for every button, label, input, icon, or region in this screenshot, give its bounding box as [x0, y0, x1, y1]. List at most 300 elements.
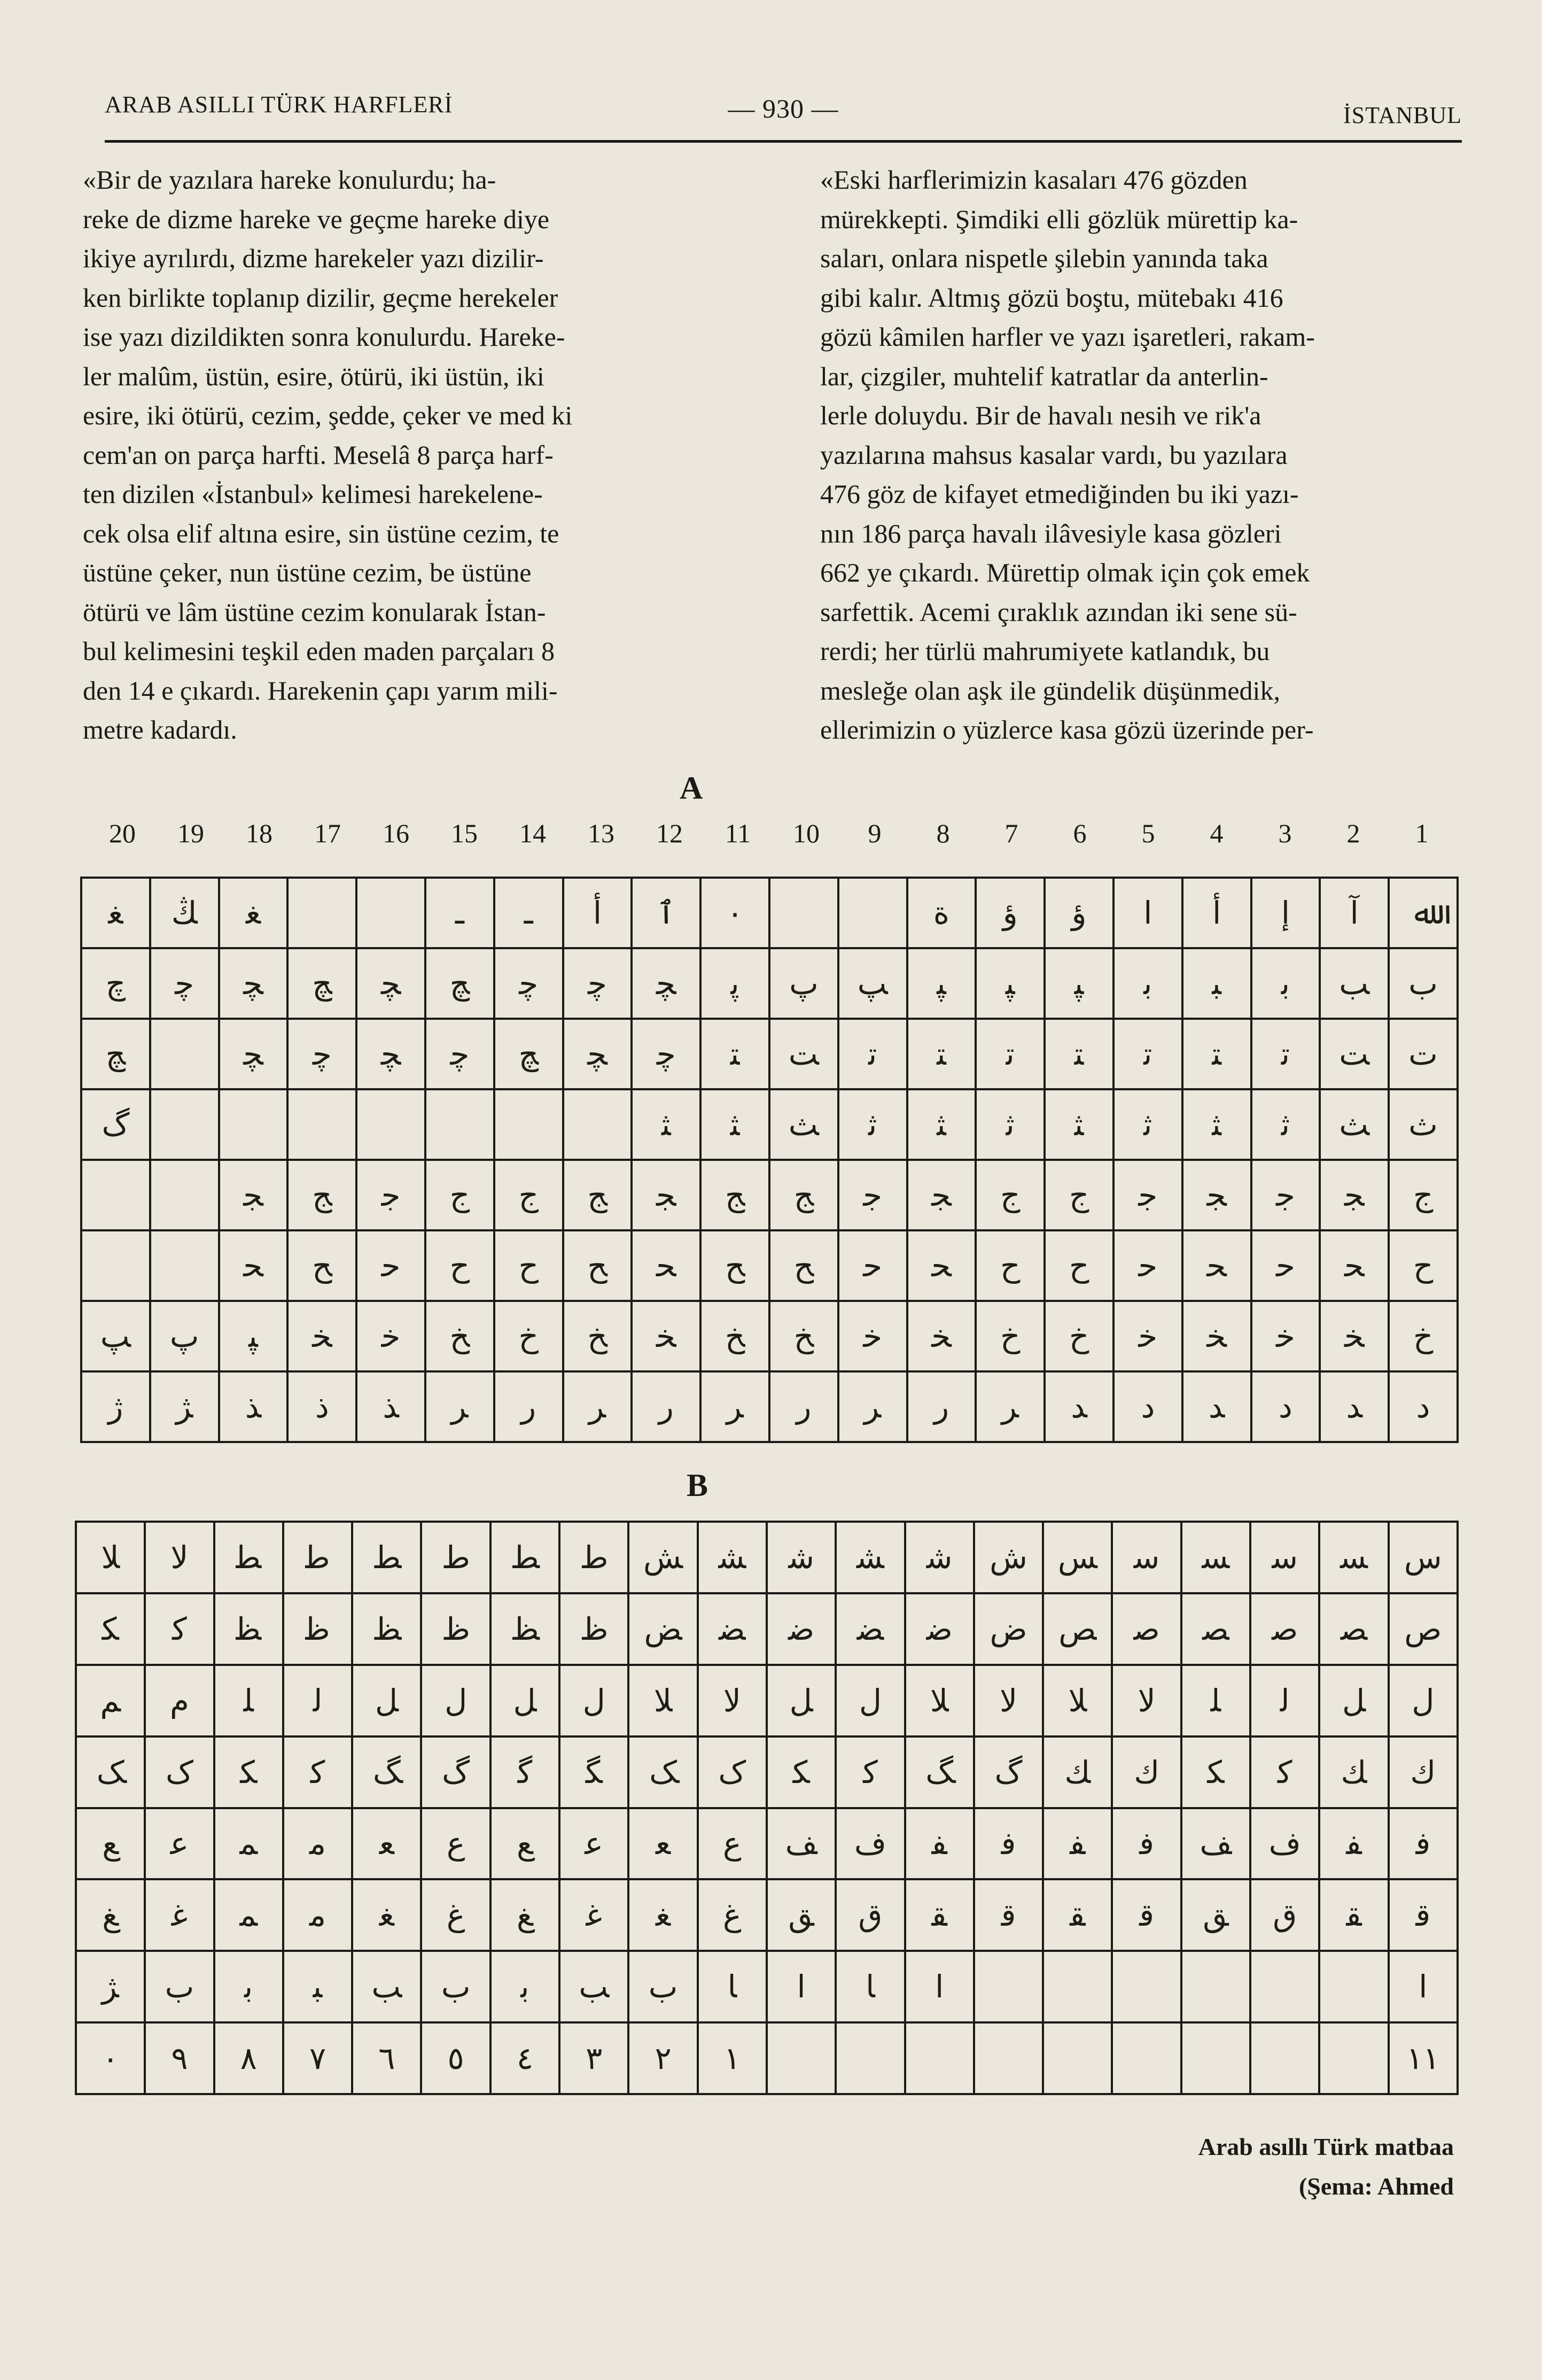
grid-cell: ﺺ [1043, 1593, 1112, 1665]
text-line: ellerimizin o yüzlerce kasa gözü üzerinde per- [820, 715, 1314, 745]
grid-cell: ﺍ [905, 1951, 974, 2022]
grid-cell: ﻤ [214, 1808, 283, 1880]
grid-cell: ﻎ [76, 1879, 145, 1951]
grid-cell: ٣ [559, 2022, 628, 2094]
grid-cell: ﺮ [838, 1371, 907, 1442]
grid-cell: ﻙ [1389, 1736, 1458, 1808]
grid-cell: ﺦ [563, 1301, 632, 1371]
grid-cell [1112, 1951, 1181, 2022]
grid-cell [1250, 2022, 1319, 2094]
grid-cell: ﻜ [1181, 1736, 1250, 1808]
grid-cell: ﻞ [767, 1665, 836, 1736]
grid-cell: ﭘ [700, 948, 769, 1019]
grid-cell: ﻚ [1043, 1736, 1112, 1808]
column-number: 12 [656, 818, 683, 848]
grid-cell [563, 1089, 632, 1160]
text-line: reke de dizme hareke ve geçme hareke diye [83, 204, 550, 234]
grid-cell: ﺳ [1112, 1522, 1181, 1593]
grid-cell: ﻅ [421, 1593, 490, 1665]
grid-cell: ؤ [976, 878, 1045, 948]
grid-cell: ﺠ [219, 1160, 288, 1230]
grid-cell [1319, 1951, 1388, 2022]
page-header [105, 91, 1462, 128]
column-number: 3 [1278, 818, 1292, 848]
grid-cell: ﺞ [700, 1160, 769, 1230]
grid-cell: ﺜ [632, 1089, 700, 1160]
grid-cell: ﺛ [838, 1089, 907, 1160]
text-line: mesleğe olan aşk ile gündelik düşünmedik, [820, 675, 1280, 706]
grid-cell [1319, 2022, 1388, 2094]
grid-cell: ﺴ [1181, 1522, 1250, 1593]
grid-cell: ﺣ [1251, 1230, 1320, 1301]
column-number: 10 [793, 818, 820, 848]
grid-cell: ﭼ [425, 1019, 494, 1089]
grid-cell: ٥ [421, 2022, 490, 2094]
grid-row [76, 1522, 1458, 1593]
grid-cell: ﻁ [421, 1522, 490, 1593]
grid-cell: ٱ [632, 878, 700, 948]
grid-cell: ﺎ [698, 1951, 767, 2022]
column-numbers [88, 818, 1456, 855]
text-line: saları, onlara nispetle şilebin yanında taka [820, 243, 1268, 273]
grid-cell: ﭽ [632, 948, 700, 1019]
grid-cell: ﻋ [559, 1808, 628, 1880]
grid-cell: ﮎ [145, 1736, 214, 1808]
text-line: yazılarına mahsus kasalar vardı, bu yazılara [820, 439, 1288, 470]
column-number: 2 [1346, 818, 1360, 848]
grid-cell: ﻼ [628, 1665, 697, 1736]
grid-cell: ﻊ [76, 1808, 145, 1880]
grid-cell: ﺝ [1389, 1160, 1458, 1230]
grid-cell: ﺚ [769, 1089, 838, 1160]
grid-cell: ﻓ [1112, 1808, 1181, 1880]
grid-cell: ﺧ [356, 1301, 425, 1371]
grid-cell: ﺣ [356, 1230, 425, 1301]
grid-cell: ﺸ [836, 1522, 905, 1593]
grid-cell [219, 1089, 288, 1160]
grid-cell: ﮓ [905, 1736, 974, 1808]
grid-cell: ﺑ [214, 1951, 283, 2022]
grid-cell: ﮒ [81, 1089, 150, 1160]
text-line: ikiye ayrılırdı, dizme harekeler yazı dizilir- [83, 243, 544, 273]
grid-cell: ﺱ [1389, 1522, 1458, 1593]
column-number: 17 [314, 818, 341, 848]
grid-cell: ﺠ [632, 1160, 700, 1230]
grid-cell: ﭼ [150, 948, 219, 1019]
grid-cell: ﺮ [563, 1371, 632, 1442]
text-column-left [83, 160, 745, 750]
grid-cell: ﻅ [559, 1593, 628, 1665]
grid-cell: ﺥ [494, 1301, 563, 1371]
grid-cell: ﮐ [836, 1736, 905, 1808]
grid-cell: ﺞ [287, 1160, 356, 1230]
grid-cell: ﻙ [1112, 1736, 1181, 1808]
grid-cell: ﻔ [1319, 1808, 1388, 1880]
grid-cell: ﺝ [425, 1160, 494, 1230]
grid-cell: ﺤ [1182, 1230, 1251, 1301]
grid-cell: ﺷ [905, 1522, 974, 1593]
grid-cell: ١١ [1389, 2022, 1458, 2094]
grid-cell: ٠ [700, 878, 769, 948]
grid-row [81, 948, 1458, 1019]
grid-cell: ﮑ [76, 1593, 145, 1665]
column-number: 11 [725, 818, 751, 848]
grid-cell: ﻞ [352, 1665, 421, 1736]
section-b-label: B [687, 1468, 708, 1503]
grid-cell: ﺛ [976, 1089, 1045, 1160]
grid-cell: ﻻ [145, 1522, 214, 1593]
grid-cell: ﺼ [1181, 1593, 1250, 1665]
column-number: 9 [868, 818, 882, 848]
grid-cell: ﺡ [1389, 1230, 1458, 1301]
text-line: nın 186 parça havalı ilâvesiyle kasa gözleri [820, 518, 1282, 548]
grid-cell: ﻆ [490, 1593, 559, 1665]
grid-cell: ا [1113, 878, 1182, 948]
text-line: den 14 e çıkardı. Harekenin çapı yarım mili- [83, 675, 558, 706]
grid-cell [1043, 2022, 1112, 2094]
grid-cell: ﻟ [283, 1665, 352, 1736]
grid-cell: ﺸ [698, 1522, 767, 1593]
grid-cell: ﺭ [769, 1371, 838, 1442]
grid-cell: ﻗ [1389, 1879, 1458, 1951]
column-number: 18 [246, 818, 272, 848]
grid-cell [287, 878, 356, 948]
grid-cell [1043, 1951, 1112, 2022]
column-number: 19 [177, 818, 204, 848]
grid-cell: ﻏ [145, 1879, 214, 1951]
grid-cell: ﺴ [1319, 1522, 1388, 1593]
grid-cell: ﻣ [283, 1808, 352, 1880]
column-number: 7 [1004, 818, 1018, 848]
grid-cell: ﺪ [1045, 1371, 1113, 1442]
column-number: 13 [588, 818, 614, 848]
grid-cell: ﺝ [1045, 1160, 1113, 1230]
grid-cell: ـ [494, 878, 563, 948]
grid-cell: ﷲ [1389, 878, 1458, 948]
grid-cell: ﻂ [352, 1522, 421, 1593]
grid-cell: ﮐ [145, 1593, 214, 1665]
column-number: 1 [1415, 818, 1429, 848]
grid-cell: ﮋ [150, 1371, 219, 1442]
grid-cell: ﻻ [1112, 1665, 1181, 1736]
grid-cell: ﭗ [838, 948, 907, 1019]
grid-cell: آ [1320, 878, 1389, 948]
section-a-label: A [680, 770, 703, 805]
text-line: gözü kâmilen harfler ve yazı işaretleri, rakam- [820, 322, 1315, 352]
grid-cell [356, 1089, 425, 1160]
grid-cell [81, 1230, 150, 1301]
grid-cell: ﻟ [1250, 1665, 1319, 1736]
grid-cell: ﻀ [698, 1593, 767, 1665]
text-line: ötürü ve lâm üstüne cezim konularak İstan- [83, 596, 546, 627]
grid-cell: ﻝ [1389, 1665, 1458, 1736]
grid-cell: ﺻ [1112, 1593, 1181, 1665]
grid-cell: ؤ [1045, 878, 1113, 948]
text-line: rerdi; her türlü mahrumiyete katlandık, bu [820, 636, 1270, 666]
text-column-right [820, 160, 1461, 750]
grid-cell: ﺡ [494, 1230, 563, 1301]
grid-cell: ﻋ [145, 1808, 214, 1880]
grid-cell: ﮑ [214, 1736, 283, 1808]
grid-cell: ﻼ [76, 1522, 145, 1593]
running-title: ARAB ASILLI TÜRK HARFLERİ [105, 91, 453, 118]
grid-cell: ﺏ [145, 1951, 214, 2022]
grid-cell: ﺭ [494, 1371, 563, 1442]
grid-cell: ﺥ [1389, 1301, 1458, 1371]
grid-cell: ﺢ [287, 1230, 356, 1301]
grid-cell [836, 2022, 905, 2094]
grid-cell: ﺜ [1182, 1089, 1251, 1160]
grid-cell: ﺬ [356, 1371, 425, 1442]
grid-cell: ﻄ [214, 1522, 283, 1593]
type-case-grid-b [75, 1521, 1459, 2095]
grid-cell: ﭻ [81, 1019, 150, 1089]
grid-cell: ﮏ [76, 1736, 145, 1808]
grid-cell [150, 1019, 219, 1089]
grid-cell: ﺵ [974, 1522, 1043, 1593]
column-number: 6 [1073, 818, 1087, 848]
grid-cell: إ [1251, 878, 1320, 948]
grid-cell: ﺨ [1182, 1301, 1251, 1371]
text-line: «Eski harflerimizin kasaları 476 gözden [820, 165, 1248, 195]
text-line: mürekkepti. Şimdiki elli gözlük mürettip ka- [820, 204, 1298, 234]
text-line: üstüne çeker, nun üstüne cezim, be üstüne [83, 557, 532, 587]
page-number: — 930 — [728, 94, 839, 123]
grid-row [76, 1879, 1458, 1951]
grid-cell: ﺢ [563, 1230, 632, 1301]
text-line: 476 göz de kifayet etmediğinden bu iki yazı- [820, 479, 1299, 509]
grid-cell: ﺡ [425, 1230, 494, 1301]
grid-cell: ـ [425, 878, 494, 948]
grid-cell: ﻝ [836, 1665, 905, 1736]
caption-line-1: Arab asıllı Türk matbaa [1198, 2133, 1454, 2160]
grid-cell: ﻇ [283, 1593, 352, 1665]
grid-cell: ﻻ [974, 1665, 1043, 1736]
grid-cell: ﻃ [283, 1522, 352, 1593]
grid-cell: ﺏ [628, 1951, 697, 2022]
grid-cell: ﭖ [769, 948, 838, 1019]
grid-cell: ﻌ [352, 1808, 421, 1880]
grid-cell [494, 1089, 563, 1160]
grid-cell: ١ [698, 2022, 767, 2094]
column-number: 14 [519, 818, 546, 848]
grid-cell: ﭖ [150, 1301, 219, 1371]
grid-row [81, 1019, 1458, 1089]
grid-cell: ﺑ [1251, 948, 1320, 1019]
grid-cell: ﭻ [425, 948, 494, 1019]
grid-cell: ﺕ [1389, 1019, 1458, 1089]
grid-cell: ﻍ [421, 1879, 490, 1951]
grid-cell: ٩ [145, 2022, 214, 2094]
grid-cell: ﺐ [352, 1951, 421, 2022]
grid-cell: ﺬ [219, 1371, 288, 1442]
grid-cell: ﻁ [559, 1522, 628, 1593]
grid-cell [150, 1160, 219, 1230]
text-line: 662 ye çıkardı. Mürettip olmak için çok emek [820, 557, 1310, 587]
grid-cell: ﻝ [421, 1665, 490, 1736]
grid-cell: ﭼ [563, 948, 632, 1019]
text-line: cek olsa elif altına esire, sin üstüne cezim, te [83, 518, 559, 548]
grid-cell [974, 1951, 1043, 2022]
text-line: ken birlikte toplanıp dizilir, geçme herekeler [83, 282, 558, 313]
grid-row [81, 1371, 1458, 1442]
grid-cell [838, 878, 907, 948]
grid-cell: ﺨ [1320, 1301, 1389, 1371]
grid-cell: ﭽ [563, 1019, 632, 1089]
grid-cell: ٤ [490, 2022, 559, 2094]
grid-cell: ﺻ [1250, 1593, 1319, 1665]
grid-cell: ﺥ [976, 1301, 1045, 1371]
grid-cell: ﺦ [769, 1301, 838, 1371]
grid-cell [1250, 1951, 1319, 2022]
grid-cell: ﺮ [425, 1371, 494, 1442]
grid-cell: ﭙ [1045, 948, 1113, 1019]
grid-cell: ﺧ [838, 1301, 907, 1371]
grid-cell: ﺍ [1389, 1951, 1458, 2022]
grid-cell: ﻉ [698, 1808, 767, 1880]
grid-cell [150, 1230, 219, 1301]
grid-cell: ﺦ [425, 1301, 494, 1371]
grid-cell: ﺫ [287, 1371, 356, 1442]
grid-cell: ﺼ [1319, 1593, 1388, 1665]
grid-cell: ﺠ [907, 1160, 976, 1230]
grid-cell: ﺚ [1320, 1089, 1389, 1160]
grid-cell: ﺡ [976, 1230, 1045, 1301]
grid-cell: ﺞ [563, 1160, 632, 1230]
text-line: cem'an on parça harfti. Meselâ 8 parça harf- [83, 439, 554, 470]
grid-cell: ﮕ [559, 1736, 628, 1808]
grid-cell [1112, 2022, 1181, 2094]
grid-cell: ﺤ [632, 1230, 700, 1301]
grid-cell: ﺤ [219, 1230, 288, 1301]
grid-cell: ٨ [214, 2022, 283, 2094]
grid-cell: ﺨ [287, 1301, 356, 1371]
figure-caption [1198, 2127, 1454, 2206]
grid-cell: ﺒ [283, 1951, 352, 2022]
grid-cell: ﭽ [356, 1019, 425, 1089]
grid-cell: ﻐ [81, 878, 150, 948]
grid-cell: ﭻ [494, 1019, 563, 1089]
column-number: 4 [1210, 818, 1224, 848]
grid-cell: ﭽ [219, 948, 288, 1019]
grid-cell: ﻘ [1043, 1879, 1112, 1951]
grid-cell: ﭼ [632, 1019, 700, 1089]
grid-cell: ﻗ [974, 1879, 1043, 1951]
grid-cell: ﺨ [907, 1301, 976, 1371]
grid-cell: ﺟ [838, 1160, 907, 1230]
grid-cell: ة [907, 878, 976, 948]
grid-cell: ﻗ [1112, 1879, 1181, 1951]
grid-cell: ﻝ [559, 1665, 628, 1736]
grid-cell: ﻖ [767, 1879, 836, 1951]
text-line: ise yazı dizildikten sonra konulurdu. Hareke- [83, 322, 565, 352]
grid-cell: ﺏ [1389, 948, 1458, 1019]
grid-row [76, 1665, 1458, 1736]
grid-cell: ﻌ [628, 1808, 697, 1880]
grid-cell: ﺢ [700, 1230, 769, 1301]
grid-cell: ﺟ [356, 1160, 425, 1230]
grid-cell: ﺷ [767, 1522, 836, 1593]
grid-cell [974, 2022, 1043, 2094]
grid-cell: ﺮ [700, 1371, 769, 1442]
grid-cell: ﮑ [767, 1736, 836, 1808]
grid-cell: ﺿ [767, 1593, 836, 1665]
text-line: esire, iki ötürü, cezim, şedde, çeker ve med ki [83, 400, 573, 430]
grid-cell: ﻤ [214, 1879, 283, 1951]
grid-cell: ﮒ [974, 1736, 1043, 1808]
text-line: metre kadardı. [83, 715, 237, 745]
grid-cell: ﻊ [490, 1808, 559, 1880]
grid-cell: ﻞ [490, 1665, 559, 1736]
column-number: 20 [109, 818, 136, 848]
grid-cell: ﻑ [1250, 1808, 1319, 1880]
grid-cell: ﺢ [769, 1230, 838, 1301]
grid-cell: ﻓ [1389, 1808, 1458, 1880]
grid-cell: ﺝ [494, 1160, 563, 1230]
grid-cell: ﮒ [421, 1736, 490, 1808]
grid-row [76, 1736, 1458, 1808]
grid-cell: ﺘ [700, 1019, 769, 1089]
caption-line-2: (Şema: Ahmed [1298, 2173, 1454, 2200]
grid-cell: ﻐ [219, 878, 288, 948]
grid-cell: ﺧ [1113, 1301, 1182, 1371]
grid-cell: ﭼ [287, 1019, 356, 1089]
grid-cell: ﻒ [1181, 1808, 1250, 1880]
text-line: ten dizilen «İstanbul» kelimesi harekelene- [83, 479, 543, 509]
grid-cell: ٧ [283, 2022, 352, 2094]
grid-cell: ﺩ [1251, 1371, 1320, 1442]
grid-cell: ﮋ [76, 1951, 145, 2022]
grid-cell [150, 1089, 219, 1160]
grid-row [76, 1593, 1458, 1665]
column-number: 15 [451, 818, 478, 848]
grid-cell: ﻈ [214, 1593, 283, 1665]
grid-cell: ﻕ [836, 1879, 905, 1951]
grid-cell: ﺏ [421, 1951, 490, 2022]
column-number: 16 [383, 818, 409, 848]
grid-cell: ﺨ [632, 1301, 700, 1371]
grid-cell: ﻞ [1319, 1665, 1388, 1736]
grid-cell [769, 878, 838, 948]
grid-cell: ﺧ [1251, 1301, 1320, 1371]
grid-cell: ﭽ [356, 948, 425, 1019]
grid-cell: ﻀ [836, 1593, 905, 1665]
grid-cell: ﭙ [907, 948, 976, 1019]
grid-cell: ﺗ [1251, 1019, 1320, 1089]
text-line: bul kelimesini teşkil eden maden parçaları 8 [83, 636, 555, 666]
grid-cell: أ [1182, 878, 1251, 948]
grid-cell: ﺣ [838, 1230, 907, 1301]
grid-row [81, 1301, 1458, 1371]
grid-cell [905, 2022, 974, 2094]
grid-cell: ﮓ [352, 1736, 421, 1808]
grid-cell: ﻏ [559, 1879, 628, 1951]
grid-cell: ﮔ [490, 1736, 559, 1808]
grid-cell: ﯔ [150, 878, 219, 948]
grid-cell: ﺜ [1045, 1089, 1113, 1160]
grid-cell: ﻖ [1181, 1879, 1250, 1951]
grid-cell: ﻐ [628, 1879, 697, 1951]
grid-row [76, 1808, 1458, 1880]
grid-cell: ﺭ [632, 1371, 700, 1442]
text-line: lerle doluydu. Bir de havalı nesih ve rik'a [820, 400, 1261, 430]
grid-cell: ﻼ [905, 1665, 974, 1736]
grid-cell: ﺐ [1320, 948, 1389, 1019]
column-number: 5 [1141, 818, 1155, 848]
grid-cell: ﺎ [836, 1951, 905, 2022]
grid-cell [81, 1160, 150, 1230]
grid-cell: ٠ [76, 2022, 145, 2094]
